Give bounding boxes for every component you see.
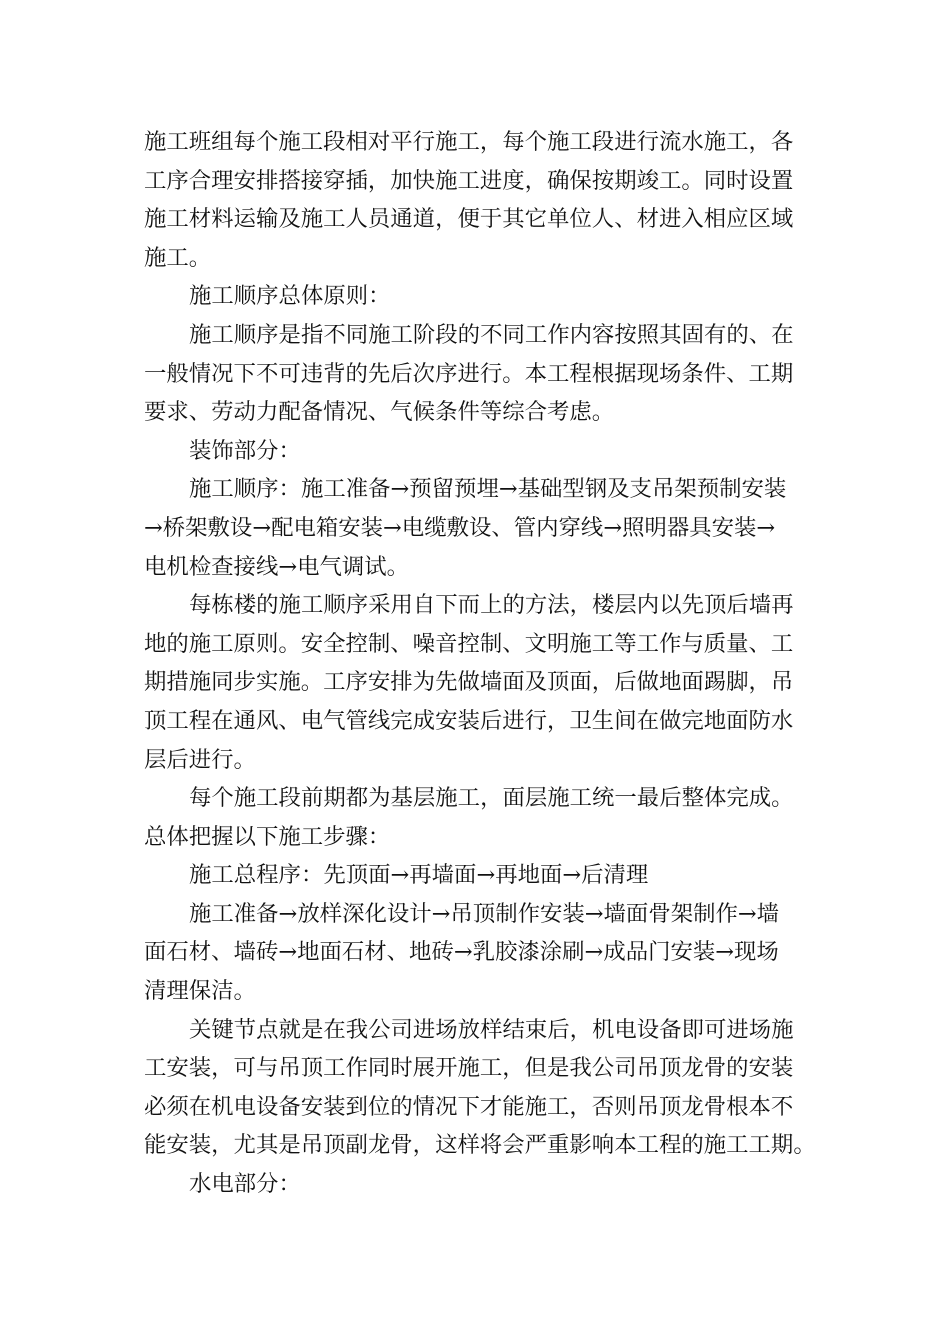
text-line: 面石材、墙砖→地面石材、地砖→乳胶漆涂刷→成品门安装→现场 (144, 939, 779, 966)
text-line: →桥架敷设→配电箱安装→电缆敷设、管内穿线→照明器具安装→ (144, 514, 776, 541)
section-heading: 装饰部分： (189, 437, 301, 464)
text-line: 层后进行。 (144, 746, 256, 773)
text-line: 施工材料运输及施工人员通道，便于其它单位人、材进入相应区域 (144, 206, 794, 233)
text-line: 施工顺序：施工准备→预留预埋→基础型钢及支吊架预制安装 (189, 476, 787, 503)
text-line: 一般情况下不可违背的先后次序进行。本工程根据现场条件、工期 (144, 360, 794, 387)
document-body (144, 123, 824, 1204)
text-line: 施工总程序：先顶面→再墙面→再地面→后清理 (189, 862, 649, 889)
text-line: 电机检查接线→电气调试。 (144, 553, 410, 580)
text-line: 施工。 (144, 244, 212, 271)
section-heading: 施工顺序总体原则： (189, 283, 391, 310)
text-line: 必须在机电设备安装到位的情况下才能施工，否则吊顶龙骨根本不 (144, 1093, 794, 1120)
text-line: 每栋楼的施工顺序采用自下而上的方法，楼层内以先顶后墙再 (189, 592, 794, 619)
section-heading: 水电部分： (189, 1171, 301, 1198)
text-line: 施工准备→放样深化设计→吊顶制作安装→墙面骨架制作→墙 (189, 900, 780, 927)
text-line: 施工顺序是指不同施工阶段的不同工作内容按照其固有的、在 (189, 321, 794, 348)
text-line: 工安装，可与吊顶工作同时展开施工，但是我公司吊顶龙骨的安装 (144, 1055, 794, 1082)
text-line: 每个施工段前期都为基层施工，面层施工统一最后整体完成。 (189, 785, 794, 812)
text-line: 要求、劳动力配备情况、气候条件等综合考虑。 (144, 399, 615, 426)
text-line: 关键节点就是在我公司进场放样结束后，机电设备即可进场施 (189, 1016, 794, 1043)
text-line: 期措施同步实施。工序安排为先做墙面及顶面，后做地面踢脚，吊 (144, 669, 794, 696)
text-line: 能安装，尤其是吊顶副龙骨，这样将会严重影响本工程的施工工期。 (144, 1132, 816, 1159)
text-line: 施工班组每个施工段相对平行施工，每个施工段进行流水施工，各 (144, 129, 794, 155)
text-line: 工序合理安排搭接穿插，加快施工进度，确保按期竣工。同时设置 (144, 167, 794, 194)
text-line: 总体把握以下施工步骤： (144, 823, 391, 850)
text-line: 清理保洁。 (144, 978, 256, 1005)
text-line: 顶工程在通风、电气管线完成安装后进行，卫生间在做完地面防水 (144, 707, 794, 734)
text-line: 地的施工原则。安全控制、噪音控制、文明施工等工作与质量、工 (144, 630, 794, 657)
